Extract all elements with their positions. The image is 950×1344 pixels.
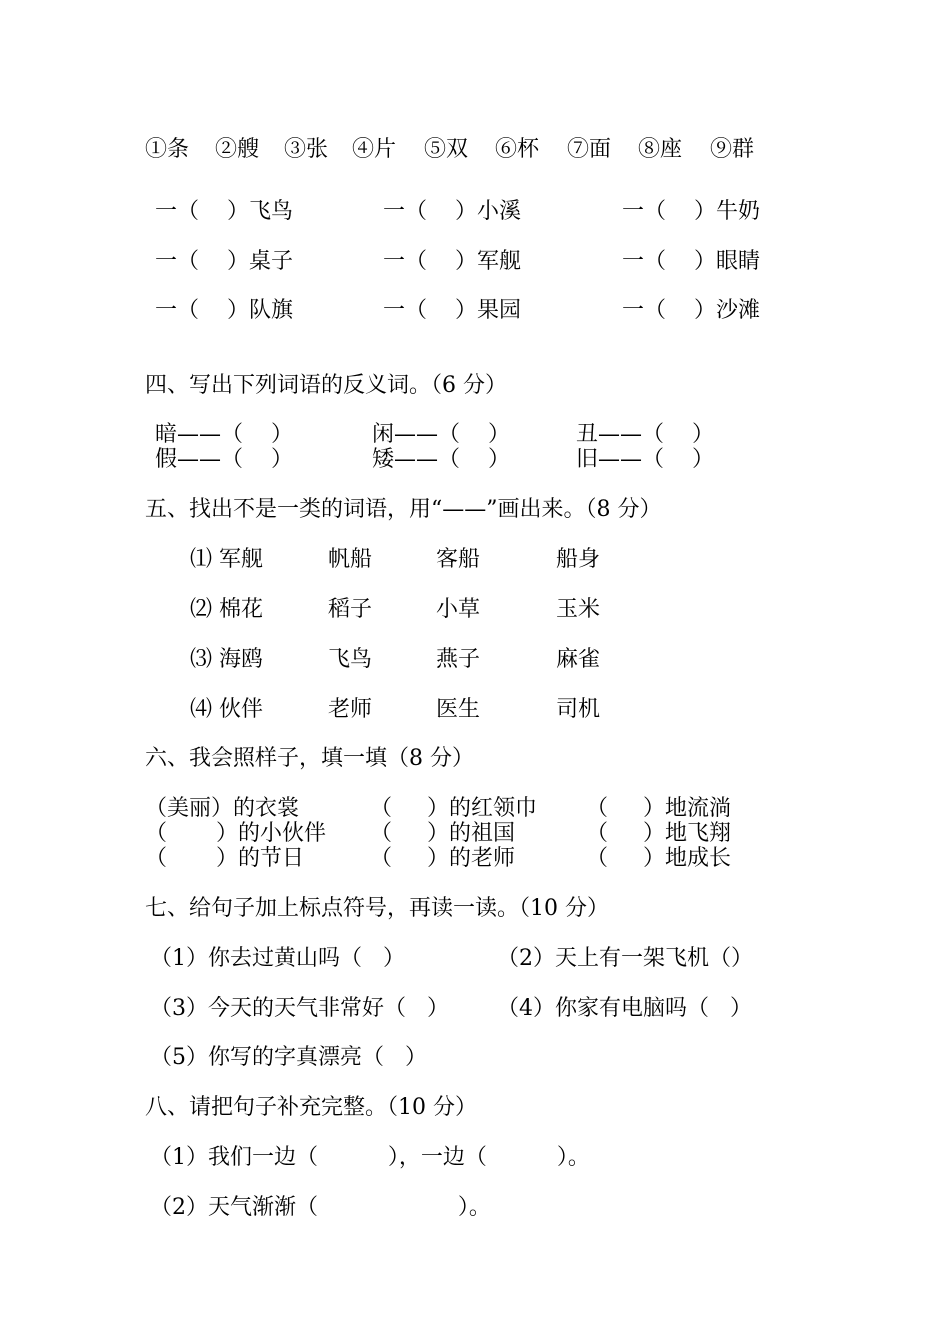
classifier-option: ⑦面 [567, 137, 612, 162]
classifier-fill-item: 一（ ）果园 [383, 298, 521, 323]
classifier-option: ②艘 [215, 137, 260, 162]
classifier-fill-item: 一（ ）军舰 [383, 249, 521, 274]
classifier-option: ⑧座 [638, 137, 683, 162]
phrase-fill-item: （美丽）的衣裳 [145, 796, 300, 821]
classifier-option: ④片 [352, 137, 397, 162]
section-7-title: 七、给句子加上标点符号，再读一读。（10 分） [145, 896, 609, 921]
punctuation-item: （5）你写的字真漂亮（ ） [150, 1045, 427, 1070]
phrase-fill-item: （ ）的红领巾 [370, 796, 537, 821]
word-group-item: 船身 [556, 547, 601, 572]
word-group-item: 老师 [328, 697, 373, 722]
word-group-item: ⑶ 海鸥 [190, 647, 263, 672]
classifier-fill-item: 一（ ）小溪 [383, 199, 521, 224]
word-group-item: 玉米 [556, 597, 601, 622]
word-group-item: ⑵ 棉花 [190, 597, 263, 622]
sentence-completion-item: （1）我们一边（ ），一边（ ）。 [150, 1145, 590, 1170]
word-group-item: 燕子 [436, 647, 481, 672]
classifier-fill-item: 一（ ）飞鸟 [155, 199, 293, 224]
classifier-option: ⑤双 [424, 137, 469, 162]
antonym-item: 假——（ ） [155, 447, 293, 472]
phrase-fill-item: （ ）的祖国 [370, 821, 515, 846]
antonym-item: 暗——（ ） [155, 422, 293, 447]
classifier-option: ⑨群 [710, 137, 755, 162]
section-8-title: 八、请把句子补充完整。（10 分） [145, 1095, 477, 1120]
punctuation-item: （4）你家有电脑吗（ ） [497, 996, 752, 1021]
phrase-fill-item: （ ）地飞翔 [586, 821, 731, 846]
classifier-fill-item: 一（ ）桌子 [155, 249, 293, 274]
classifier-fill-item: 一（ ）眼睛 [622, 249, 760, 274]
phrase-fill-item: （ ）的小伙伴 [145, 821, 326, 846]
classifier-option: ③张 [284, 137, 329, 162]
punctuation-item: （3）今天的天气非常好（ ） [150, 996, 449, 1021]
section-6-title: 六、我会照样子，填一填（8 分） [145, 746, 474, 771]
word-group-item: 司机 [556, 697, 601, 722]
antonym-item: 矮——（ ） [372, 447, 510, 472]
word-group-item: ⑴ 军舰 [190, 547, 263, 572]
classifier-fill-item: 一（ ）队旗 [155, 298, 293, 323]
classifier-option: ①条 [145, 137, 190, 162]
word-group-item: 飞鸟 [328, 647, 373, 672]
word-group-item: 医生 [436, 697, 481, 722]
sentence-completion-item: （2）天气渐渐（ ）。 [150, 1195, 491, 1220]
section-4-title: 四、写出下列词语的反义词。（6 分） [145, 373, 507, 398]
antonym-item: 闲——（ ） [372, 422, 510, 447]
word-group-item: ⑷ 伙伴 [190, 697, 263, 722]
antonym-item: 丑——（ ） [576, 422, 714, 447]
punctuation-item: （2）天上有一架飞机（） [497, 946, 753, 971]
word-group-item: 麻雀 [556, 647, 601, 672]
phrase-fill-item: （ ）地流淌 [586, 796, 731, 821]
section-5-title: 五、找出不是一类的词语，用“——”画出来。（8 分） [145, 497, 662, 522]
classifier-fill-item: 一（ ）沙滩 [622, 298, 760, 323]
word-group-item: 小草 [436, 597, 481, 622]
phrase-fill-item: （ ）的节日 [145, 846, 304, 871]
word-group-item: 客船 [436, 547, 481, 572]
classifier-fill-item: 一（ ）牛奶 [622, 199, 760, 224]
classifier-option: ⑥杯 [495, 137, 540, 162]
phrase-fill-item: （ ）的老师 [370, 846, 515, 871]
word-group-item: 稻子 [328, 597, 373, 622]
antonym-item: 旧——（ ） [576, 447, 714, 472]
phrase-fill-item: （ ）地成长 [586, 846, 731, 871]
punctuation-item: （1）你去过黄山吗（ ） [150, 946, 405, 971]
word-group-item: 帆船 [328, 547, 373, 572]
